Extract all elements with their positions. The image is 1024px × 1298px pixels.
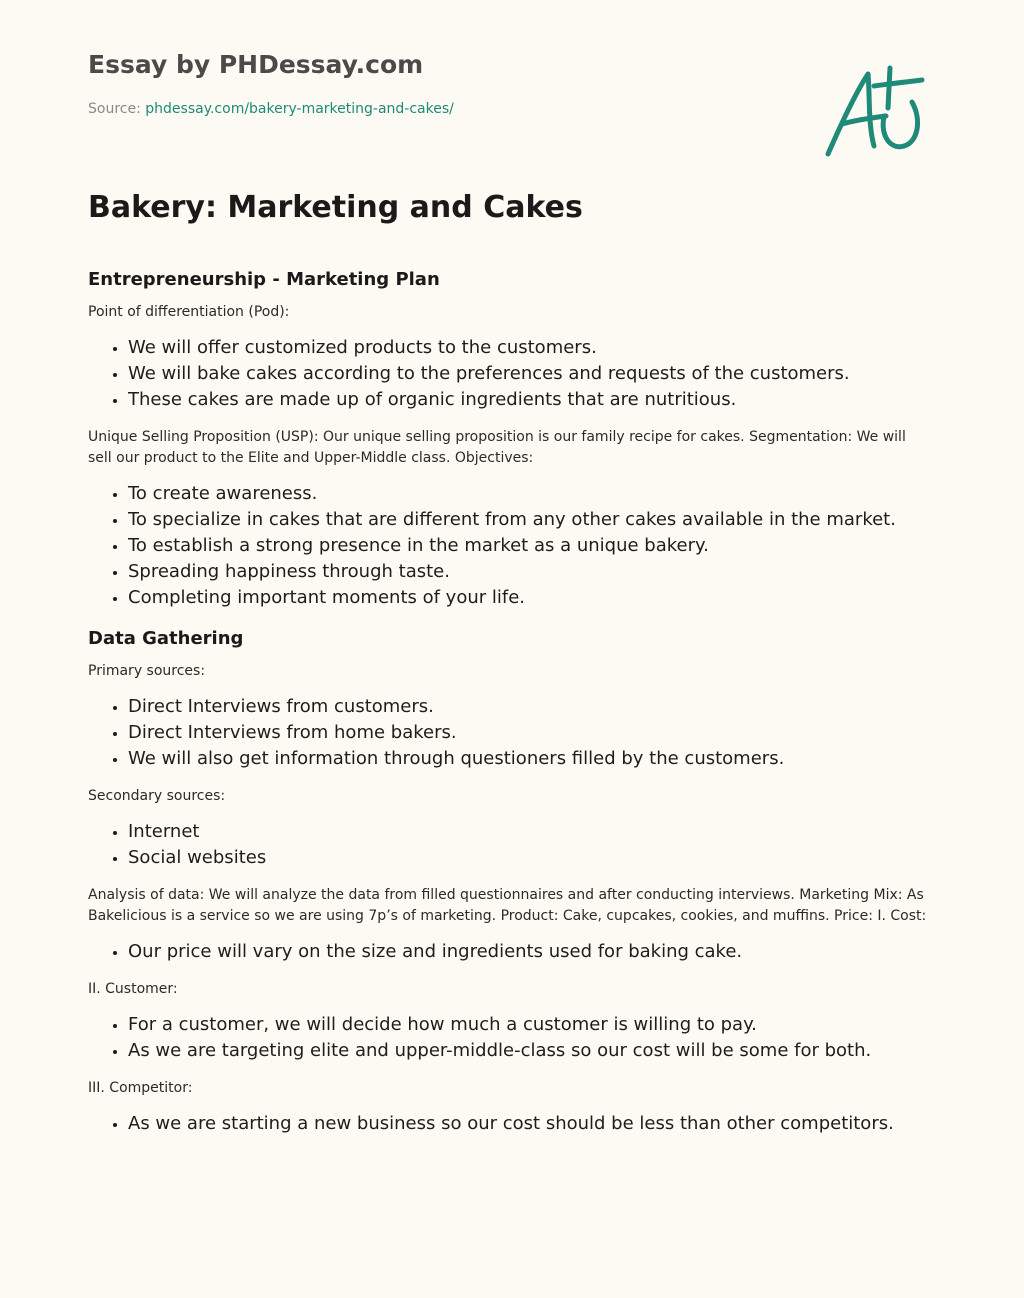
source-line — [88, 101, 454, 117]
list-item: • To specialize in cakes that are different from any other cakes available in the market. — [128, 507, 928, 533]
bullet-list — [88, 335, 928, 413]
list-item: • Social websites — [128, 845, 928, 871]
paragraph: Analysis of data: We will analyze the data from filled questionnaires and after conducting interviews. Marketing Mix: As Bakelicious is a service so we are using 7p’s of marketing. Product: Cake, cupcakes, cookies, and muffins. Price: I. Cost: — [88, 887, 927, 924]
paragraph: Unique Selling Proposition (USP): Our unique selling proposition is our family recipe for cakes. Segmentation: We will sell our product to the Elite and Upper-Middle class. Objectives: — [88, 429, 906, 466]
bullet-list — [88, 1111, 928, 1137]
list-item: • We will also get information through questioners filled by the customers. — [128, 746, 928, 772]
essay-title: Bakery: Marketing and Cakes — [88, 190, 583, 225]
bullet-list — [88, 481, 928, 611]
list-item: • Completing important moments of your life. — [128, 585, 928, 611]
bullet-list — [88, 694, 928, 772]
list-item: • As we are starting a new business so our cost should be less than other competitors. — [128, 1111, 928, 1137]
list-item: • Direct Interviews from customers. — [128, 694, 928, 720]
list-item: • To establish a strong presence in the market as a unique bakery. — [128, 533, 928, 559]
paragraph: III. Competitor: — [88, 1080, 193, 1096]
bullet-list — [88, 819, 928, 871]
list-item: • Spreading happiness through taste. — [128, 559, 928, 585]
list-item: • Direct Interviews from home bakers. — [128, 720, 928, 746]
list-item: • We will bake cakes according to the preferences and requests of the customers. — [128, 361, 928, 387]
bullet-list — [88, 939, 928, 965]
section-heading: Entrepreneurship - Marketing Plan — [88, 269, 440, 290]
paragraph: Point of differentiation (Pod): — [88, 304, 290, 320]
essay-body — [88, 266, 928, 1151]
paragraph: Primary sources: — [88, 663, 206, 679]
source-label: Source: — [88, 101, 146, 117]
list-item: • As we are targeting elite and upper-middle-class so our cost will be some for both. — [128, 1038, 928, 1064]
paragraph: II. Customer: — [88, 981, 178, 997]
list-item: • Our price will vary on the size and ingredients used for baking cake. — [128, 939, 928, 965]
a-plus-grade-icon — [824, 62, 928, 162]
section-heading: Data Gathering — [88, 628, 244, 649]
list-item: • For a customer, we will decide how much a customer is willing to pay. — [128, 1012, 928, 1038]
bullet-list — [88, 1012, 928, 1064]
paragraph: Secondary sources: — [88, 788, 226, 804]
list-item: • These cakes are made up of organic ingredients that are nutritious. — [128, 387, 928, 413]
list-item: • Internet — [128, 819, 928, 845]
list-item: • To create awareness. — [128, 481, 928, 507]
source-link[interactable]: phdessay.com/bakery-marketing-and-cakes/ — [145, 101, 454, 117]
brand-title: Essay by PHDessay.com — [88, 50, 424, 79]
list-item: • We will offer customized products to the customers. — [128, 335, 928, 361]
